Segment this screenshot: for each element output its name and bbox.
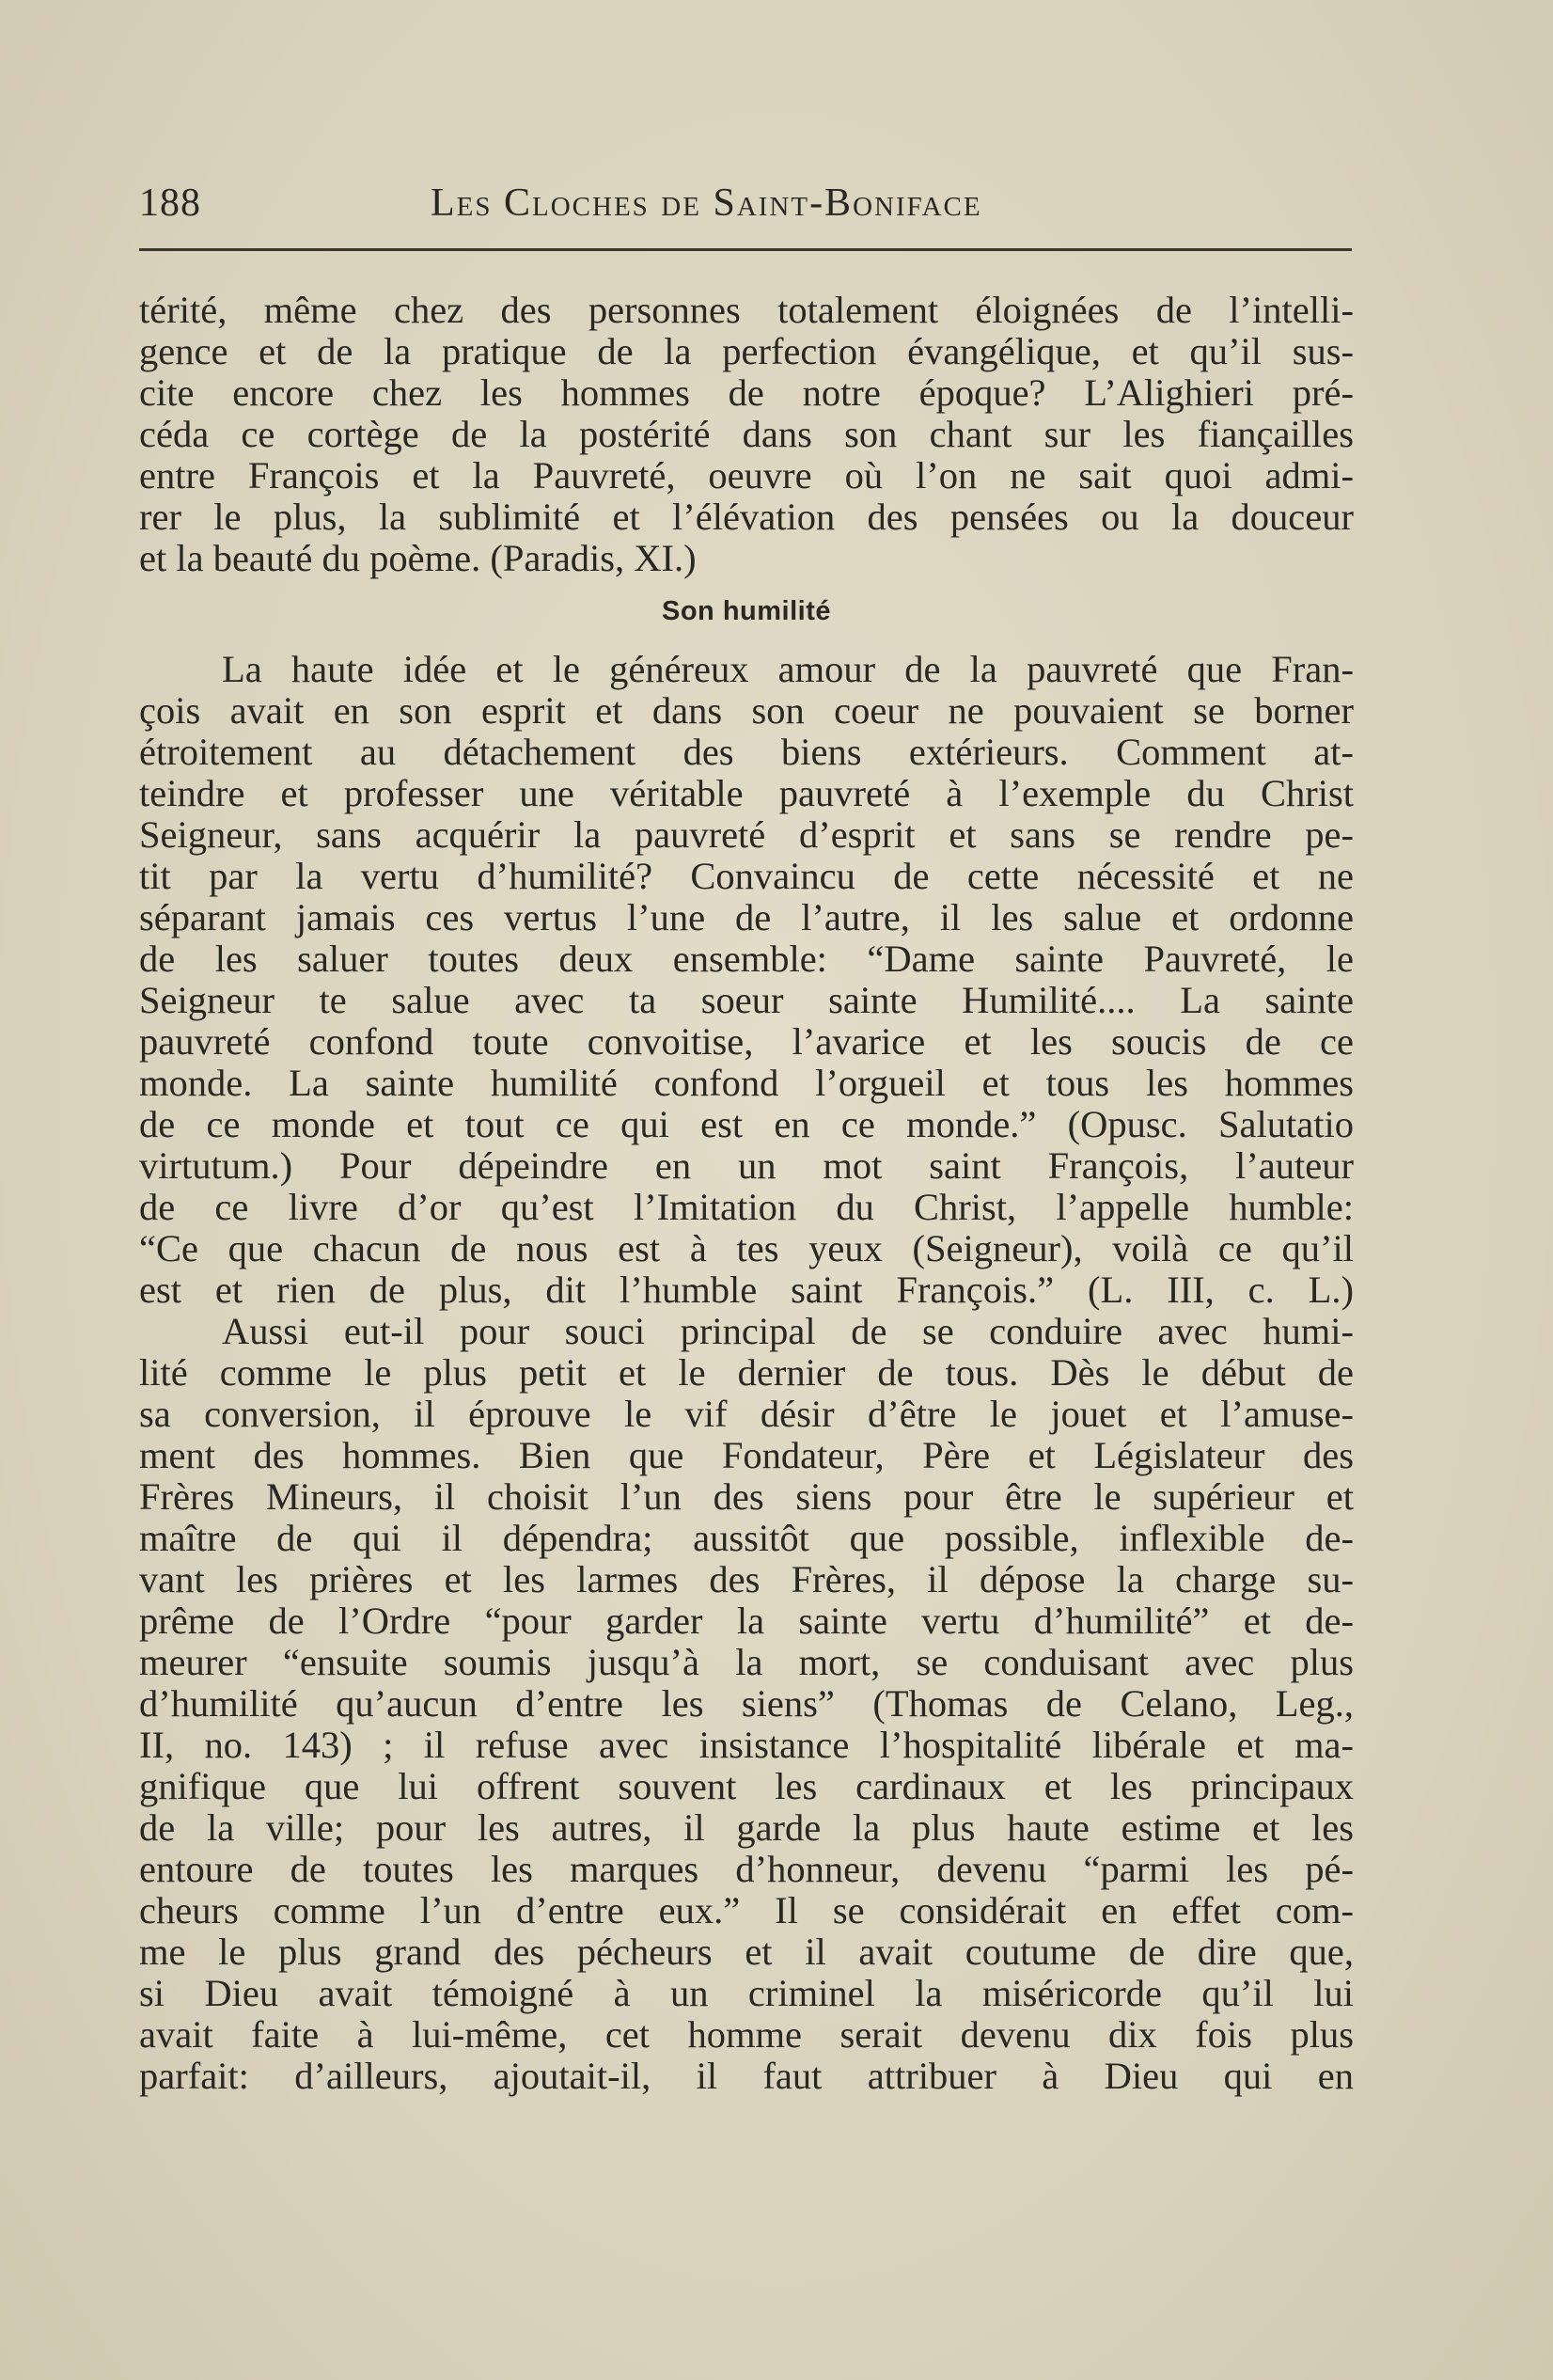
text-line: cite encore chez les hommes de notre époque? L’Alighieri pré- bbox=[139, 372, 1354, 414]
paragraph-3 bbox=[139, 1311, 1354, 2097]
text-line: teindre et professer une véritable pauvreté à l’exemple du Christ bbox=[139, 773, 1354, 814]
text-line: Seigneur te salue avec ta soeur sainte Humilité.... La sainte bbox=[139, 980, 1354, 1021]
text-line: II, no. 143) ; il refuse avec insistance l’hospitalité libérale et ma- bbox=[139, 1725, 1354, 1766]
text-line: prême de l’Ordre “pour garder la sainte vertu d’humilité” et de- bbox=[139, 1600, 1354, 1642]
text-line: virtutum.) Pour dépeindre en un mot saint François, l’auteur bbox=[139, 1145, 1354, 1187]
page-number: 188 bbox=[139, 181, 201, 225]
page-header bbox=[139, 181, 1350, 237]
text-line: si Dieu avait témoigné à un criminel la miséricorde qu’il lui bbox=[139, 1973, 1354, 2014]
text-line: de ce livre d’or qu’est l’Imitation du Christ, l’appelle humble: bbox=[139, 1187, 1354, 1228]
text-line: avait faite à lui-même, cet homme serait devenu dix fois plus bbox=[139, 2014, 1354, 2056]
text-line: et la beauté du poème. (Paradis, XI.) bbox=[139, 538, 697, 579]
text-line: maître de qui il dépendra; aussitôt que possible, inflexible de- bbox=[139, 1518, 1354, 1559]
text-line: rer le plus, la sublimité et l’élévation des pensées ou la douceur bbox=[139, 496, 1354, 538]
text-line: vant les prières et les larmes des Frères, il dépose la charge su- bbox=[139, 1559, 1354, 1600]
paragraph-1 bbox=[139, 290, 1354, 579]
text-line: ment des hommes. Bien que Fondateur, Père et Législateur des bbox=[139, 1435, 1354, 1476]
text-line: gnifique que lui offrent souvent les cardinaux et les principaux bbox=[139, 1766, 1354, 1807]
text-line: “Ce que chacun de nous est à tes yeux (Seigneur), voilà ce qu’il bbox=[139, 1228, 1354, 1269]
text-line: parfait: d’ailleurs, ajoutait-il, il faut attribuer à Dieu qui en bbox=[139, 2056, 1354, 2097]
text-line: de la ville; pour les autres, il garde la plus haute estime et les bbox=[139, 1807, 1354, 1849]
page-body bbox=[139, 290, 1354, 2097]
text-line: céda ce cortège de la postérité dans son chant sur les fiançailles bbox=[139, 414, 1354, 455]
text-line: Seigneur, sans acquérir la pauvreté d’esprit et sans se rendre pe- bbox=[139, 814, 1354, 856]
text-line: gence et de la pratique de la perfection évangélique, et qu’il sus- bbox=[139, 331, 1354, 372]
text-line: de les saluer toutes deux ensemble: “Dame sainte Pauvreté, le bbox=[139, 938, 1354, 980]
text-line: La haute idée et le généreux amour de la pauvreté que Fran- bbox=[222, 649, 1354, 690]
text-line: sa conversion, il éprouve le vif désir d’être le jouet et l’amuse- bbox=[139, 1394, 1354, 1435]
text-line: me le plus grand des pécheurs et il avait coutume de dire que, bbox=[139, 1931, 1354, 1973]
text-line: entre François et la Pauvreté, oeuvre où l’on ne sait quoi admi- bbox=[139, 455, 1354, 496]
section-title: Son humilité bbox=[662, 596, 831, 626]
text-line: de ce monde et tout ce qui est en ce monde.” (Opusc. Salutatio bbox=[139, 1104, 1354, 1145]
text-line: pauvreté confond toute convoitise, l’avarice et les soucis de ce bbox=[139, 1021, 1354, 1063]
text-line: meurer “ensuite soumis jusqu’à la mort, se conduisant avec plus bbox=[139, 1642, 1354, 1683]
text-line: Aussi eut-il pour souci principal de se conduire avec humi- bbox=[222, 1311, 1354, 1352]
text-line: çois avait en son esprit et dans son coeur ne pouvaient se borner bbox=[139, 690, 1354, 732]
header-rule bbox=[139, 248, 1352, 251]
text-line: lité comme le plus petit et le dernier de tous. Dès le début de bbox=[139, 1352, 1354, 1394]
text-line: d’humilité qu’aucun d’entre les siens” (Thomas de Celano, Leg., bbox=[139, 1683, 1354, 1725]
text-line: entoure de toutes les marques d’honneur, devenu “parmi les pé- bbox=[139, 1849, 1354, 1890]
running-title: Les Cloches de Saint-Boniface bbox=[431, 181, 982, 225]
text-line: cheurs comme l’un d’entre eux.” Il se considérait en effet com- bbox=[139, 1890, 1354, 1931]
text-line: étroitement au détachement des biens extérieurs. Comment at- bbox=[139, 732, 1354, 773]
text-line: tit par la vertu d’humilité? Convaincu de cette nécessité et ne bbox=[139, 856, 1354, 897]
text-line: Frères Mineurs, il choisit l’un des siens pour être le supérieur et bbox=[139, 1476, 1354, 1518]
text-line: monde. La sainte humilité confond l’orgueil et tous les hommes bbox=[139, 1063, 1354, 1104]
paragraph-2 bbox=[139, 649, 1354, 1311]
text-line: séparant jamais ces vertus l’une de l’autre, il les salue et ordonne bbox=[139, 897, 1354, 938]
text-line: térité, même chez des personnes totalement éloignées de l’intelli- bbox=[139, 290, 1354, 331]
text-line: est et rien de plus, dit l’humble saint François.” (L. III, c. L.) bbox=[139, 1269, 1354, 1311]
